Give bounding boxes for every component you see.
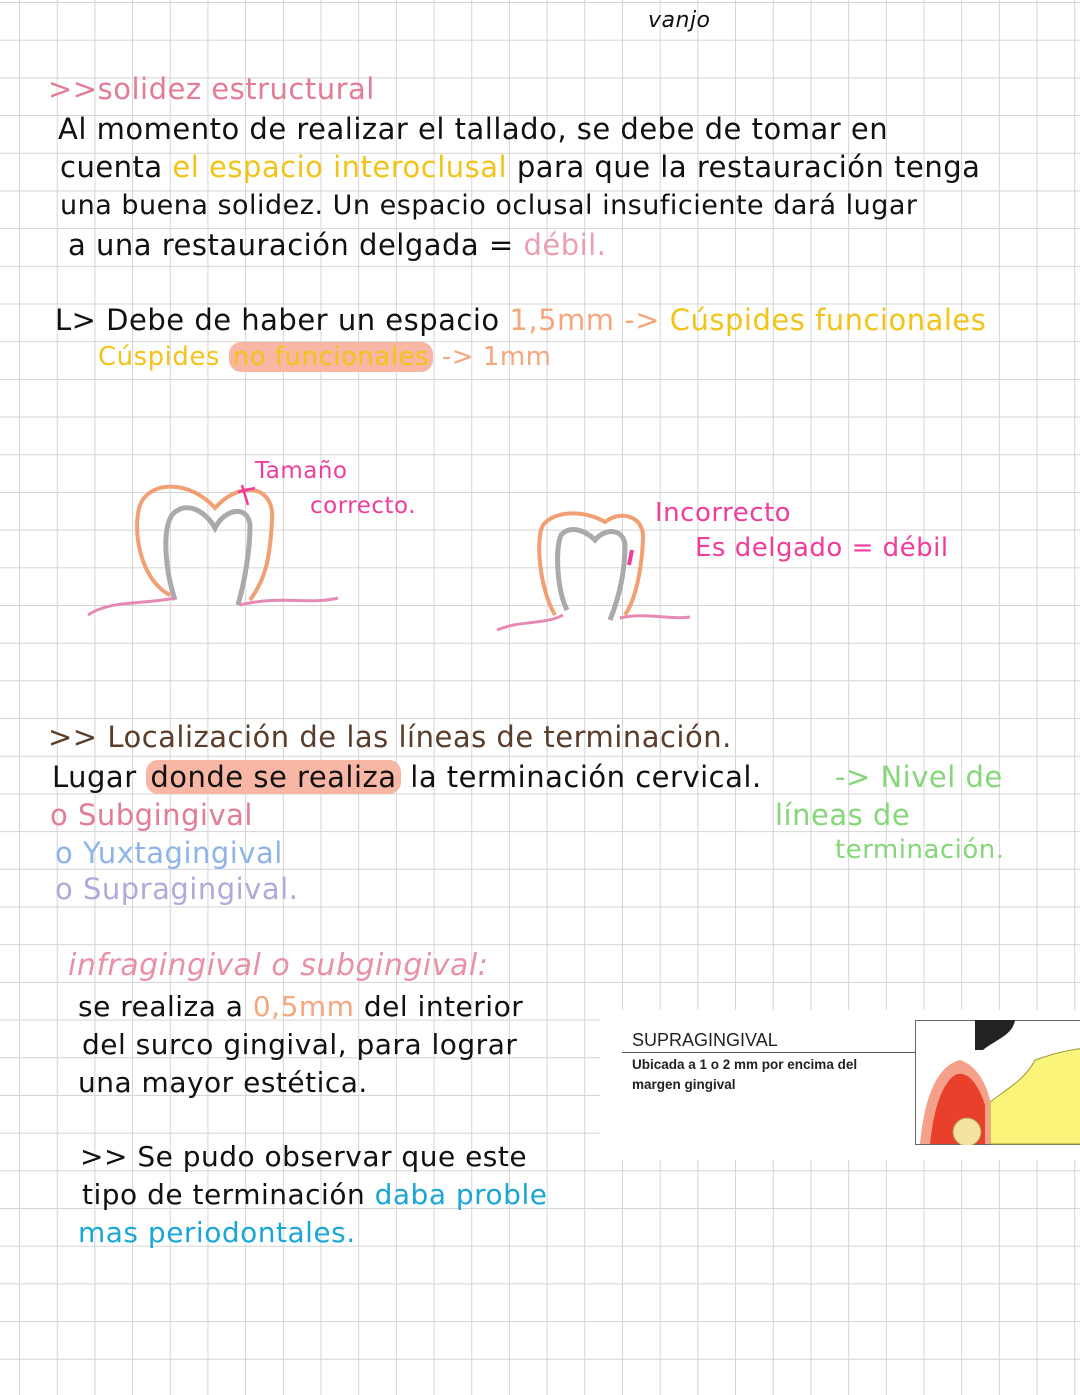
paragraph-line: del surco gingival, para lograr [82,1028,518,1061]
card-title: SUPRAGINGIVAL [632,1030,778,1050]
text: del interior [354,990,524,1023]
gingival-illustration [915,1020,1080,1145]
highlight-text: daba proble [374,1178,548,1211]
correct-label: Tamaño [255,458,348,484]
text: la terminación cervical. [400,760,762,794]
card-description: Ubicada a 1 o 2 mm por encima del margen gingival [632,1057,858,1092]
highlight-text: donde se realiza [146,760,400,794]
observation-line: >> Se pudo observar que este [80,1140,528,1173]
text: -> 1mm [433,342,552,372]
requirement-line [55,303,986,337]
section-title-localizacion: >> Localización de las líneas de terminación. [48,720,732,754]
highlight-text: el espacio interoclusal [172,150,508,184]
text: cuenta [60,150,173,184]
text: Al momento de realizar el tallado, se debe de tomar en [58,112,889,146]
section-title-infragingival: infragingival o subgingival: [68,948,489,983]
list-item-yuxtagingival: o Yuxtagingival [55,836,283,870]
incorrect-label: Es delgado = débil [695,533,949,563]
correct-label: correcto. [310,493,417,519]
highlight-text: 0,5mm [252,990,355,1023]
text: a una restauración delgada = [68,228,524,262]
supragingival-reference-card [600,1010,1080,1160]
paragraph-line [78,990,523,1023]
text: para que la restauración tenga [507,150,981,184]
text: tipo de terminación [82,1178,375,1211]
requirement-line [98,342,552,372]
incorrect-label: Incorrecto [655,498,792,528]
side-note: -> Nivel de [835,760,1003,794]
paragraph-line [60,150,980,184]
text: L> Debe de haber un espacio [55,303,510,337]
text: Cúspides funcionales [669,303,987,337]
paragraph-line: una mayor estética. [78,1066,368,1099]
text: se realiza a [78,990,253,1023]
author-signature: vanjo [648,8,711,33]
paragraph-line: una buena solidez. Un espacio oclusal insuficiente dará lugar [60,190,918,221]
text: 1,5mm -> [509,303,670,337]
observation-line [82,1178,547,1211]
list-item-supragingival: o Supragingival. [55,872,299,906]
text: Cúspides [98,342,229,372]
side-note: líneas de [775,798,911,832]
paragraph-line [68,228,606,262]
side-note: terminación. [835,835,1005,865]
observation-line: mas periodontales. [78,1216,356,1249]
section-title-solidez: >>solidez estructural [48,72,375,106]
text: Lugar [52,760,147,794]
definition-line [52,760,762,794]
list-item-subgingival: o Subgingival [50,798,253,832]
paragraph-line [58,112,888,146]
highlight-text: no funcionales [229,342,433,372]
highlight-text: débil. [523,228,607,262]
